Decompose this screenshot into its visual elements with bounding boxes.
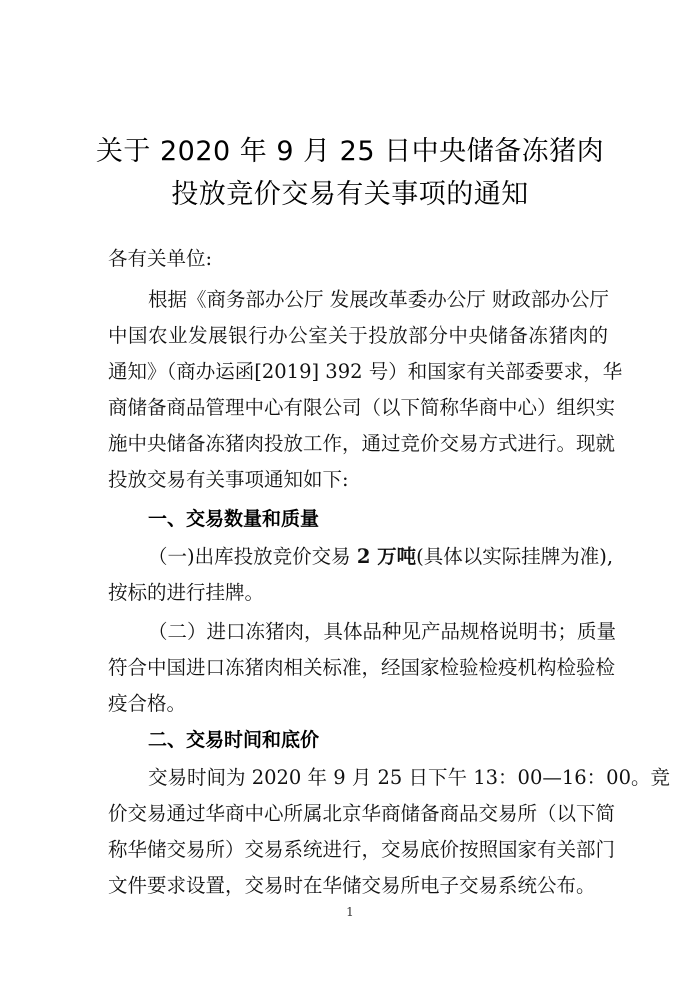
intro-line: 商储备商品管理中心有限公司（以下简称华商中心）组织实 — [108, 396, 616, 419]
section1-item2-line: 疫合格。 — [108, 692, 187, 715]
salutation: 各有关单位: — [108, 247, 213, 270]
intro-line: 根据《商务部办公厅 发展改革委办公厅 财政部办公厅 — [148, 288, 609, 311]
item1-note: (具体以实际挂牌为准), — [416, 545, 614, 568]
section1-item2-line: 符合中国进口冻猪肉相关标准，经国家检验检疫机构检验检 — [108, 656, 616, 679]
section2-line: 交易时间为 2020 年 9 月 25 日下午 13：00—16：00。竞 — [148, 766, 670, 789]
section2-line: 称华储交易所）交易系统进行，交易底价按照国家有关部门 — [108, 838, 616, 861]
intro-line: 投放交易有关事项通知如下: — [108, 468, 349, 491]
section1-item2-line: （二）进口冻猪肉，具体品种见产品规格说明书；质量 — [148, 620, 617, 643]
section1-item1-line: 按标的进行挂牌。 — [108, 581, 265, 604]
intro-line: 通知》（商办运函[2019] 392 号）和国家有关部委要求，华 — [108, 360, 623, 383]
page-number: 1 — [346, 905, 354, 919]
document-title-line-2: 投放竞价交易有关事项的通知 — [171, 179, 529, 210]
section2-line: 文件要求设置，交易时在华储交易所电子交易系统公布。 — [108, 874, 596, 897]
section-heading-time-price: 二、交易时间和底价 — [148, 729, 320, 751]
document-title-line-1: 关于 2020 年 9 月 25 日中央储备冻猪肉 — [95, 136, 605, 167]
intro-line: 中国农业发展银行办公室关于投放部分中央储备冻猪肉的 — [108, 324, 608, 347]
section1-item1-line — [148, 544, 614, 570]
item1-quantity: 2 万吨 — [356, 545, 417, 568]
item1-text: （一)出库投放竞价交易 — [148, 545, 357, 568]
intro-line: 施中央储备冻猪肉投放工作，通过竞价交易方式进行。现就 — [108, 432, 616, 455]
section-heading-quantity-quality: 一、交易数量和质量 — [148, 508, 320, 530]
section2-line: 价交易通过华商中心所属北京华商储备商品交易所（以下简 — [108, 802, 616, 825]
